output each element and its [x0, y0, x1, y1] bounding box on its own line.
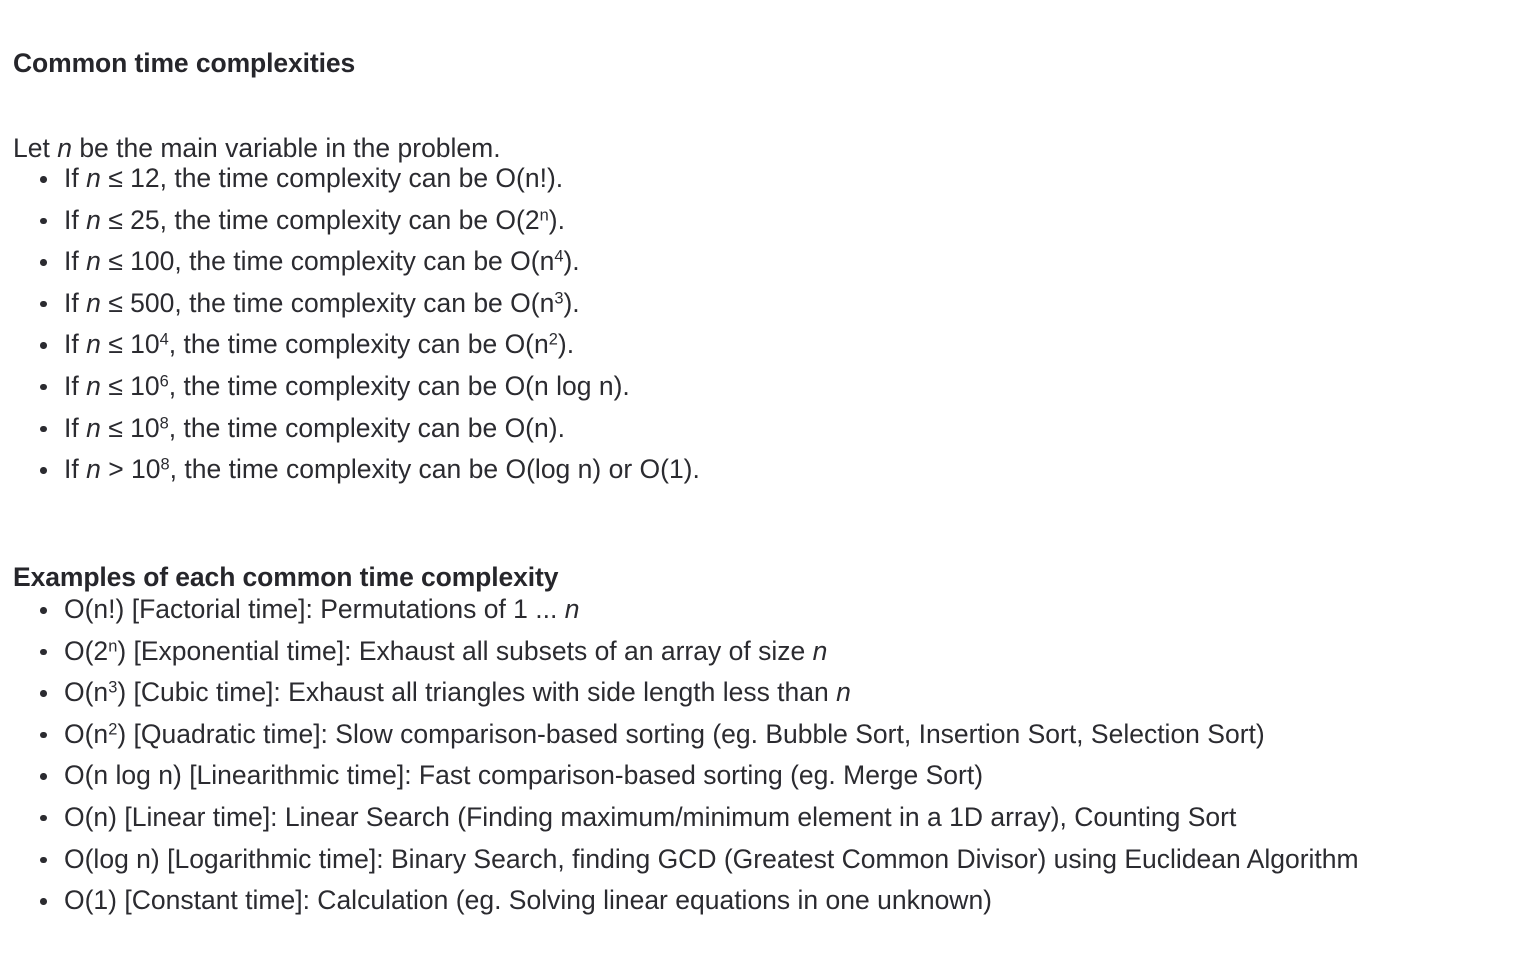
condition-statement: , the time complexity can be O(n log n).: [168, 370, 630, 401]
list-item: [0, 719, 1359, 761]
list-item: [0, 802, 1359, 844]
list-item: [0, 885, 1359, 927]
complexity-description: [Constant time]: Calculation (eg. Solving linear equations in one unknown): [117, 885, 993, 916]
section-title-examples: Examples of each common time complexity: [13, 561, 559, 592]
condition-bound: 10: [130, 329, 160, 360]
condition-operator: ≤: [100, 412, 131, 443]
condition-prefix: If: [64, 246, 87, 277]
condition-operator: >: [100, 454, 132, 485]
condition-prefix: If: [64, 163, 87, 193]
list-item: [0, 329, 700, 371]
complexity-variable: n: [564, 594, 580, 624]
list-item: [0, 636, 1359, 678]
condition-variable: n: [86, 412, 101, 443]
complexity-description: [Cubic time]: Exhaust all triangles with side length less than: [126, 677, 837, 708]
condition-bound-exponent: 8: [160, 455, 170, 474]
condition-statement: , the time complexity can be O(n: [174, 287, 555, 318]
condition-prefix: If: [64, 454, 87, 485]
complexity-exponent: n: [539, 206, 549, 225]
condition-operator: ≤: [100, 163, 131, 193]
complexity-variable: n: [836, 677, 851, 708]
condition-bound: 12: [130, 163, 160, 193]
condition-prefix: If: [64, 287, 87, 318]
list-item: [0, 371, 700, 413]
complexity-description: [Exponential time]: Exhaust all subsets of an array of size: [126, 635, 813, 666]
complexity-notation: O(n!): [64, 594, 125, 624]
complexity-notation-tail: ): [117, 635, 127, 666]
condition-variable: n: [86, 163, 101, 193]
condition-bound: 10: [130, 412, 160, 443]
complexity-notation: O(n log n): [64, 760, 182, 791]
condition-bound-exponent: 4: [159, 330, 169, 349]
condition-prefix: If: [64, 204, 87, 235]
condition-variable: n: [86, 204, 101, 235]
page-title-common-time-complexities: Common time complexities: [13, 47, 356, 78]
intro-paragraph: [13, 132, 501, 163]
condition-prefix: If: [64, 329, 87, 360]
condition-variable: n: [86, 246, 101, 277]
complexity-notation-exponent: 3: [108, 678, 118, 697]
condition-bound-exponent: 8: [159, 414, 169, 433]
complexity-notation-tail: ): [117, 718, 127, 749]
complexity-exponent: 2: [548, 330, 558, 349]
condition-suffix: ).: [557, 329, 575, 360]
condition-bound-exponent: 6: [159, 372, 169, 391]
condition-prefix: If: [64, 412, 87, 443]
complexity-notation: O(log n): [64, 843, 160, 874]
complexity-description: [Linearithmic time]: Fast comparison-based sorting (eg. Merge Sort): [181, 760, 984, 791]
complexity-exponent: 4: [554, 247, 564, 266]
intro-variable: n: [57, 132, 72, 163]
condition-bound: 10: [131, 454, 161, 485]
condition-statement: , the time complexity can be O(log n) or O(1).: [169, 454, 700, 485]
condition-suffix: ).: [563, 287, 580, 318]
complexity-description: [Linear time]: Linear Search (Finding maximum/minimum element in a 1D array), Counting Sort: [117, 801, 1237, 832]
complexity-notation-exponent: n: [108, 637, 118, 656]
complexity-notation-exponent: 2: [108, 720, 118, 739]
list-item: [0, 594, 1359, 636]
complexity-variable: n: [812, 635, 828, 666]
complexity-bullet-list: [0, 163, 700, 496]
condition-variable: n: [86, 287, 101, 318]
condition-statement: , the time complexity can be O(n).: [168, 412, 565, 443]
condition-operator: ≤: [100, 329, 131, 360]
list-item: [0, 454, 700, 496]
condition-statement: , the time complexity can be O(n: [174, 246, 555, 277]
list-item: [0, 760, 1359, 802]
intro-suffix: be the main variable in the problem.: [71, 132, 501, 163]
complexity-description: [Logarithmic time]: Binary Search, finding GCD (Greatest Common Divisor) using Euclidean Algorithm: [159, 843, 1359, 874]
condition-variable: n: [86, 454, 101, 485]
complexity-description: [Quadratic time]: Slow comparison-based sorting (eg. Bubble Sort, Insertion Sort, Selection Sort): [126, 718, 1265, 749]
list-item: [0, 677, 1359, 719]
condition-prefix: If: [64, 370, 87, 401]
complexity-notation: O(2: [64, 635, 109, 666]
list-item: [0, 163, 700, 205]
complexity-notation: O(n: [64, 677, 109, 708]
complexity-notation: O(n): [64, 801, 117, 832]
list-item: [0, 413, 700, 455]
condition-operator: ≤: [100, 287, 131, 318]
condition-bound: 100: [130, 246, 175, 277]
list-item: [0, 246, 700, 288]
condition-suffix: ).: [563, 246, 580, 277]
condition-statement: , the time complexity can be O(n: [168, 329, 549, 360]
condition-bound: 25: [130, 204, 160, 235]
examples-bullet-list: [0, 594, 1359, 927]
complexity-notation: O(n: [64, 718, 109, 749]
condition-suffix: ).: [548, 204, 565, 235]
list-item: [0, 288, 700, 330]
intro-prefix: Let: [13, 132, 58, 163]
condition-operator: ≤: [100, 204, 131, 235]
list-item: [0, 844, 1359, 886]
condition-variable: n: [86, 370, 101, 401]
complexity-notation-tail: ): [117, 677, 127, 708]
condition-statement: , the time complexity can be O(n!).: [159, 163, 564, 193]
condition-statement: , the time complexity can be O(2: [159, 204, 540, 235]
condition-operator: ≤: [100, 370, 131, 401]
complexity-notation: O(1): [64, 885, 117, 916]
list-item: [0, 205, 700, 247]
condition-variable: n: [86, 329, 101, 360]
condition-bound: 10: [130, 370, 160, 401]
condition-bound: 500: [130, 287, 175, 318]
complexity-description: [Factorial time]: Permutations of 1 ...: [124, 594, 565, 624]
condition-operator: ≤: [100, 246, 131, 277]
complexity-exponent: 3: [554, 289, 564, 308]
